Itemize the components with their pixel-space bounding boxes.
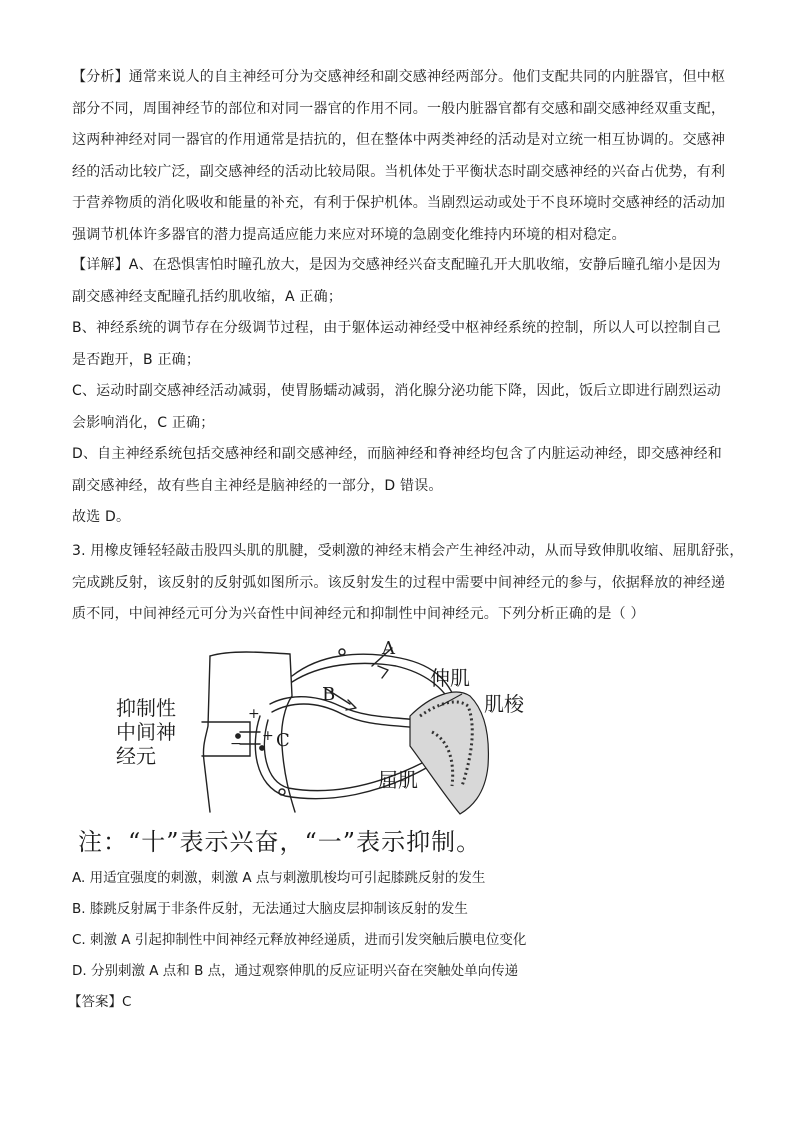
label-flexor: 屈肌 [378,768,418,792]
question-line: 3. 用橡皮锤轻轻敲击股四头肌的肌腱，受刺激的神经末梢会产生神经冲动，从而导致伸肌收缩、屈肌舒张， [72,543,744,559]
detail-line: 会影响消化，C 正确； [72,414,215,431]
option-c: C. 刺激 A 引起抑制性中间神经元释放神经递质，进而引发突触后膜电位变化 [72,932,527,948]
label-line: 中间神 [116,720,176,744]
detail-line: 【详解】A、在恐惧害怕时瞳孔放大，是因为交感神经兴奋支配瞳孔开大肌收缩，安静后瞳孔缩小是因为 [72,257,721,273]
arrow-a [378,666,388,678]
sign-minus: − [230,736,242,752]
detail-line: 副交感神经支配瞳孔括约肌收缩，A 正确； [72,288,343,305]
sign-plus: + [262,728,274,744]
analysis-paragraph [72,62,732,251]
detail-line: B、神经系统的调节存在分级调节过程，由于躯体运动神经受中枢神经系统的控制，所以人可以控制自己 [72,320,721,336]
label-inhibitory-interneuron [116,696,176,768]
detail-line: 是否跑开，B 正确； [72,351,201,368]
label-line: 抑制性 [116,696,176,720]
figure-note: 注：“十”表示兴奋，“一”表示抑制。 [78,828,482,856]
label-b: B [322,684,336,705]
detail-line: D、自主神经系统包括交感神经和副交感神经，而脑神经和脊神经均包含了内脏运动神经，即交感神经和 [72,446,722,462]
analysis-line: 部分不同，周围神经节的部位和对同一器官的作用不同。一般内脏器官都有交感和副交感神经双重支配， [72,100,726,117]
question-stem [72,536,744,631]
detail-line: 副交感神经，故有些自主神经是脑神经的一部分，D 错误。 [72,477,443,494]
detail-line: 故选 D。 [72,509,131,525]
analysis-line: 经的活动比较广泛，副交感神经的活动比较局限。当机体处于平衡状态时副交感神经的兴奋占优势，有利 [72,163,726,180]
option-a: A. 用适宜强度的刺激，刺激 A 点与刺激肌梭均可引起膝跳反射的发生 [72,870,486,886]
sign-plus: + [248,706,260,722]
question-line: 质不同，中间神经元可分为兴奋性中间神经元和抑制性中间神经元。下列分析正确的是（ ） [72,606,645,622]
detail-line: C、运动时副交感神经活动减弱，使胃肠蠕动减弱，消化腺分泌功能下降，因此，饭后立即进行剧烈运动 [72,383,721,399]
synapse-point [260,746,264,750]
synapse-point [279,789,285,795]
motor-neuron-b [272,704,430,730]
detail-paragraph [72,250,732,534]
reflex-arc-diagram [110,636,580,816]
analysis-line: 【分析】通常来说人的自主神经可分为交感神经和副交感神经两部分。他们支配共同的内脏器官，但中枢 [72,69,726,85]
reflex-arc-figure [110,636,580,816]
answer: 【答案】C [68,994,132,1010]
label-extensor: 伸肌 [430,666,470,690]
analysis-line: 于营养物质的消化吸收和能量的补充，有利于保护机体。当剧烈运动或处于不良环境时交感神经的活动加 [72,195,726,211]
label-a: A [382,638,395,659]
spinal-cord-outline [203,656,210,812]
option-d: D. 分别刺激 A 点和 B 点，通过观察伸肌的反应证明兴奋在突触处单向传递 [72,963,519,979]
muscle-cluster [410,692,488,814]
label-line: 经元 [116,744,156,768]
question-line: 完成跳反射，该反射的反射弧如图所示。该反射发生的过程中需要中间神经元的参与，依据释放的神经递 [72,574,726,591]
stimulus-point-a [339,649,345,655]
analysis-line: 强调节机体许多器官的潜力提高适应能力来应对环境的急剧变化维持内环境的相对稳定。 [72,226,626,243]
analysis-line: 这两种神经对同一器官的作用通常是拮抗的，但在整体中两类神经的活动是对立统一相互协调的。交感神 [72,132,726,148]
label-spindle: 肌梭 [484,692,524,716]
muscle-body [410,692,488,814]
grey-matter [202,722,250,756]
label-c: C [276,730,290,751]
option-b: B. 膝跳反射属于非条件反射，无法通过大脑皮层抑制该反射的发生 [72,901,468,917]
